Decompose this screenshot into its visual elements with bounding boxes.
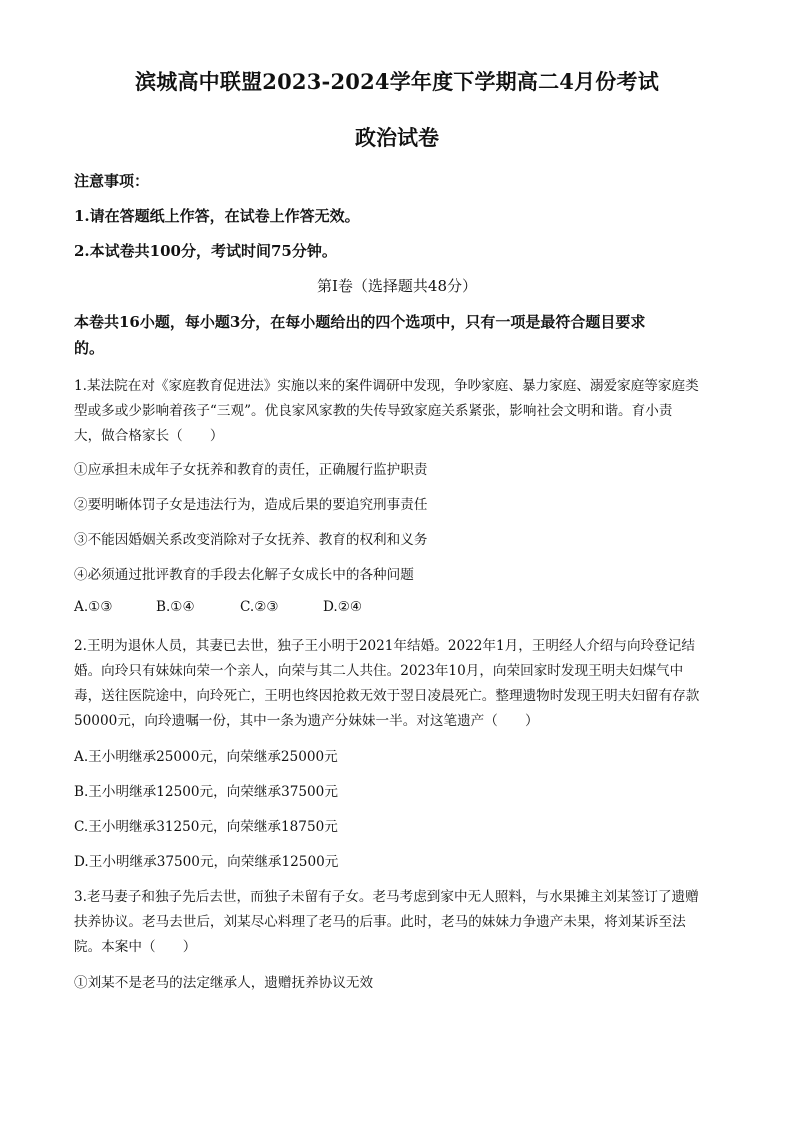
question-1-option-d: D.②④ <box>323 599 363 615</box>
exam-title: 滨城高中联盟2023-2024学年度下学期高二4月份考试 <box>135 69 659 94</box>
question-2-option-d: D.王小明继承37500元，向荣继承12500元 <box>74 854 339 870</box>
question-2-stem-line: 毒，送往医院途中，向玲死亡，王明也终因抢救无效于翌日凌晨死亡。整理遗物时发现王明夫妇留有存款 <box>74 688 700 704</box>
question-1-option-a: A.①③ <box>74 599 113 615</box>
notice-item: 2.本试卷共100分，考试时间75分钟。 <box>74 242 337 260</box>
section-instruction-line: 的。 <box>74 339 105 357</box>
question-2-stem-line: 婚。向玲只有妹妹向荣一个亲人，向荣与其二人共住。2023年10月，向荣回家时发现王明夫妇煤气中 <box>74 663 684 679</box>
section-title: 第Ⅰ卷（选择题共48分） <box>316 277 477 295</box>
section-instruction-line: 本卷共16小题，每小题3分，在每小题给出的四个选项中，只有一项是最符合题目要求 <box>74 313 646 331</box>
question-2-option-c: C.王小明继承31250元，向荣继承18750元 <box>74 819 338 835</box>
question-3-stem-line: 3.老马妻子和独子先后去世，而独子未留有子女。老马考虑到家中无人照料，与水果摊主刘某签订了遗赠 <box>74 889 699 905</box>
question-1-statement: ④必须通过批评教育的手段去化解子女成长中的各种问题 <box>74 567 414 583</box>
question-2-option-a: A.王小明继承25000元，向荣继承25000元 <box>74 749 338 765</box>
notice-heading: 注意事项： <box>74 172 150 190</box>
question-1-option-b: B.①④ <box>156 599 195 615</box>
question-3-stem-line: 院。本案中（ ） <box>74 939 197 955</box>
notice-item: 1.请在答题纸上作答，在试卷上作答无效。 <box>74 207 360 225</box>
question-1-statement: ①应承担未成年子女抚养和教育的责任，正确履行监护职责 <box>74 462 428 478</box>
question-1-statement: ③不能因婚姻关系改变消除对子女抚养、教育的权利和义务 <box>74 532 428 548</box>
question-1-stem-line: 1.某法院在对《家庭教育促进法》实施以来的案件调研中发现，争吵家庭、暴力家庭、溺爱家庭等家庭类 <box>74 378 699 394</box>
question-2-stem-line: 2.王明为退休人员，其妻已去世，独子王小明于2021年结婚。2022年1月，王明经人介绍与向玲登记结 <box>74 638 695 654</box>
question-1-stem-line: 大，做合格家长（ ） <box>74 428 224 444</box>
question-3-stem-line: 扶养协议。老马去世后，刘某尽心料理了老马的后事。此时，老马的妹妹力争遗产未果，将刘某诉至法 <box>74 914 686 930</box>
question-1-stem-line: 型或多或少影响着孩子“三观”。优良家风家教的失传导致家庭关系紧张，影响社会文明和谐。育小责 <box>74 403 673 419</box>
exam-subtitle: 政治试卷 <box>355 125 439 150</box>
question-2-stem-line: 50000元，向玲遗嘱一份，其中一条为遗产分妹妹一半。对这笔遗产（ ） <box>74 713 539 729</box>
question-1-statement: ②要明晰体罚子女是违法行为，造成后果的要追究刑事责任 <box>74 497 428 513</box>
question-3-statement: ①刘某不是老马的法定继承人，遗赠抚养协议无效 <box>74 975 374 991</box>
question-2-option-b: B.王小明继承12500元，向荣继承37500元 <box>74 784 338 800</box>
question-1-option-c: C.②③ <box>240 599 279 615</box>
